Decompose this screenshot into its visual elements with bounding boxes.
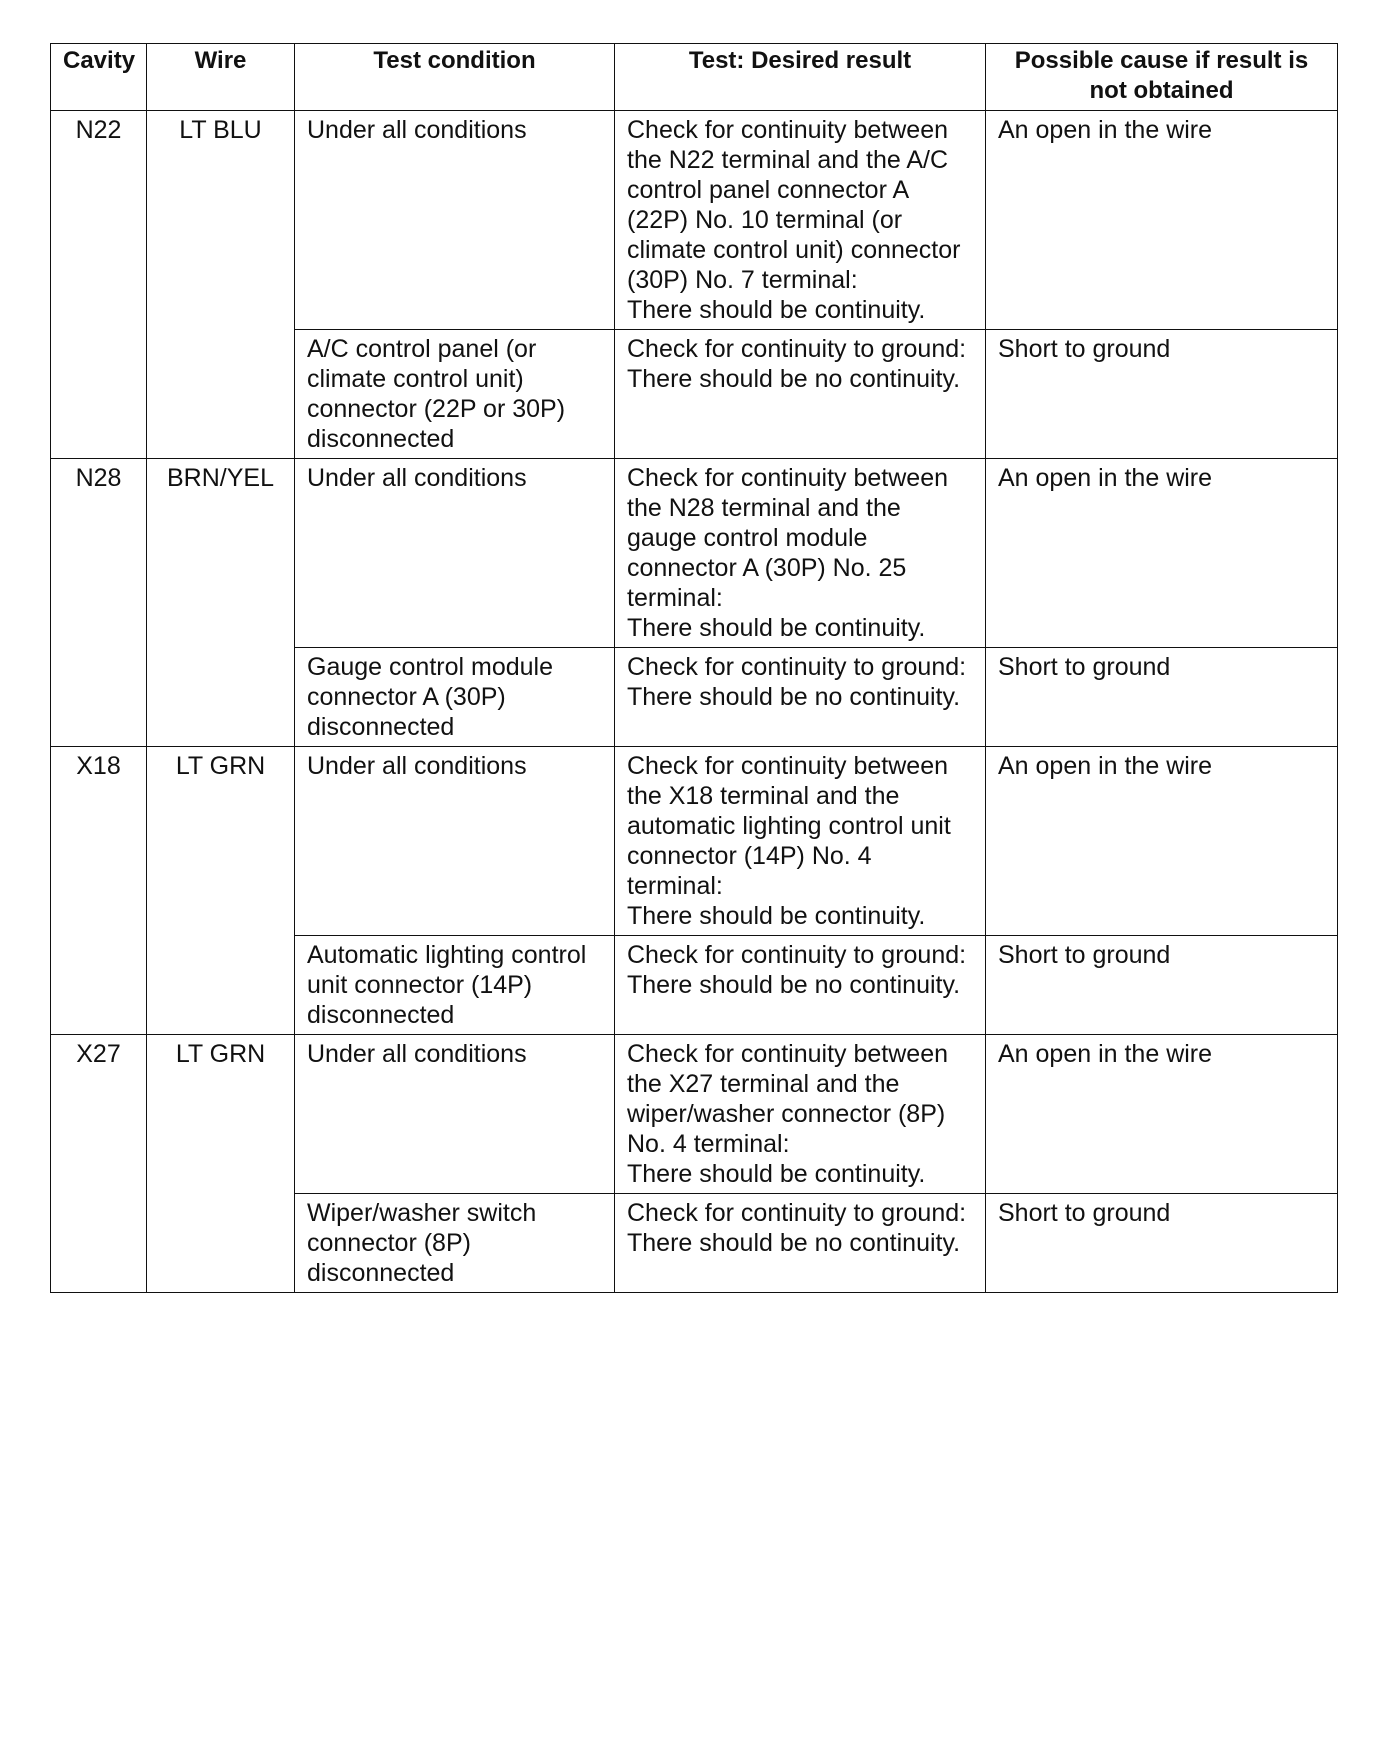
header-cavity: Cavity bbox=[51, 44, 147, 111]
result-cell: Check for continuity between the N28 terminal and the gauge control module connector A (30P) No. 25 terminal: There should be continuity. bbox=[615, 459, 986, 648]
wire-cell: LT GRN bbox=[147, 747, 295, 1035]
wire-cell: LT BLU bbox=[147, 111, 295, 459]
result-cell: Check for continuity to ground: There should be no continuity. bbox=[615, 648, 986, 747]
result-cell: Check for continuity to ground: There should be no continuity. bbox=[615, 330, 986, 459]
result-cell: Check for continuity to ground: There should be no continuity. bbox=[615, 936, 986, 1035]
cavity-cell: X27 bbox=[51, 1035, 147, 1293]
cause-cell: Short to ground bbox=[986, 1194, 1338, 1293]
condition-cell: Under all conditions bbox=[295, 1035, 615, 1194]
condition-cell: Under all conditions bbox=[295, 111, 615, 330]
result-cell: Check for continuity to ground: There should be no continuity. bbox=[615, 1194, 986, 1293]
connector-test-table bbox=[50, 43, 1338, 1293]
result-cell: Check for continuity between the X27 terminal and the wiper/washer connector (8P) No. 4 terminal: There should be continuity. bbox=[615, 1035, 986, 1194]
result-cell: Check for continuity between the N22 terminal and the A/C control panel connector A (22P) No. 10 terminal (or climate control unit) connector (30P) No. 7 terminal: There should be continuity. bbox=[615, 111, 986, 330]
table-row bbox=[51, 1035, 1338, 1194]
table-row bbox=[51, 747, 1338, 936]
cause-cell: Short to ground bbox=[986, 330, 1338, 459]
cavity-cell: N22 bbox=[51, 111, 147, 459]
header-row bbox=[51, 44, 1338, 111]
cavity-cell: X18 bbox=[51, 747, 147, 1035]
cause-cell: Short to ground bbox=[986, 936, 1338, 1035]
header-wire: Wire bbox=[147, 44, 295, 111]
cause-cell: An open in the wire bbox=[986, 747, 1338, 936]
condition-cell: Under all conditions bbox=[295, 747, 615, 936]
table-row bbox=[51, 459, 1338, 648]
wire-cell: BRN/YEL bbox=[147, 459, 295, 747]
wire-cell: LT GRN bbox=[147, 1035, 295, 1293]
condition-cell: Gauge control module connector A (30P) disconnected bbox=[295, 648, 615, 747]
cause-cell: An open in the wire bbox=[986, 111, 1338, 330]
result-cell: Check for continuity between the X18 terminal and the automatic lighting control unit connector (14P) No. 4 terminal: There should be continuity. bbox=[615, 747, 986, 936]
cause-cell: An open in the wire bbox=[986, 1035, 1338, 1194]
header-desired-result: Test: Desired result bbox=[615, 44, 986, 111]
condition-cell: Wiper/washer switch connector (8P) disconnected bbox=[295, 1194, 615, 1293]
condition-cell: Automatic lighting control unit connector (14P) disconnected bbox=[295, 936, 615, 1035]
cause-cell: An open in the wire bbox=[986, 459, 1338, 648]
table-row bbox=[51, 111, 1338, 330]
header-possible-cause: Possible cause if result is not obtained bbox=[986, 44, 1338, 111]
cause-cell: Short to ground bbox=[986, 648, 1338, 747]
cavity-cell: N28 bbox=[51, 459, 147, 747]
header-test-condition: Test condition bbox=[295, 44, 615, 111]
condition-cell: Under all conditions bbox=[295, 459, 615, 648]
condition-cell: A/C control panel (or climate control unit) connector (22P or 30P) disconnected bbox=[295, 330, 615, 459]
